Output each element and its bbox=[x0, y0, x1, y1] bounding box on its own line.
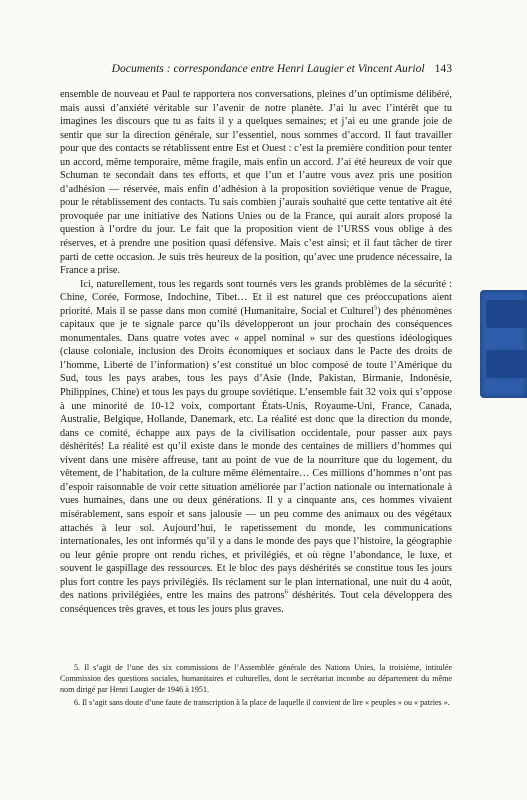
paragraph-text: ) des phénomènes capitaux que je te signale parce qu’ils développeront un jour prochain des conséquences monumentales. Dans quatre votes avec « appel nominal » sur des questions idéologiques (clause coloniale, inclusion des Droits économiques et sociaux dans le Pacte des droits de l’homme, Liberté de l’information) s’est constitué un bloc composé de toute l’Amérique du Sud, tous les pays arabes, tous les pays d’Asie (Inde, Pakistan, Birmanie, Indonésie, Philippines, Chine) et tous les pays du groupe soviétique. L’ensemble fait 32 voix qui s’oppose à une minorité de 10-12 voix, comportant États-Unis, Royaume-Uni, France, Canada, Australie, Belgique, Hollande, Danemark, etc. La réalité est donc que la direction du monde, dans ce comité, échappe aux pays de la civilisation occidentale, pour passer aux pays déshérités! La réalité est qu’il existe dans le monde des centaines de milliers d’hommes qui vivent dans une misère affreuse, tant au point de vue de la nourriture que du logement, du vêtement, de l’habitation, de la culture même élémentaire… Ces millions d’hommes n’ont pas d’espoir raisonnable de voir cette situation améliorée par l’action nationale ou internationale à vues humaines, dans une ou deux générations. Il y a cinquante ans, ces hommes vivaient misérablement, sans espoir et sans jalousie — un peu comme des animaux ou des végétaux attachés à leur sol. Aujourd’hui, le rapetissement du monde, les communications internationales, les ont informés qu’il y a dans le monde des pays que l’histoire, la géographie ou leur génie propre ont rendu riches, et privilégiés, et où règne l’abondance, le luxe, et souvent le gaspillage des ressources. Et le bloc des pays déshérités se constitue tous les jours plus fort contre les pays privilégiés. Ils réclament sur le plan international, une nuit du 4 août, des nations privilégiées, entre les mains des patrons bbox=[60, 305, 452, 602]
paragraph bbox=[60, 278, 452, 617]
footnote-reference: 5 bbox=[373, 304, 378, 312]
paragraph-text: déshérités. Tout cela développera des conséquences très graves, et tous les jours plus graves. bbox=[60, 590, 452, 615]
running-title: Documents : correspondance entre Henri Laugier et Vincent Auriol bbox=[111, 62, 425, 75]
footnote-reference: 6 bbox=[284, 588, 288, 596]
page-number: 143 bbox=[434, 62, 452, 75]
tab-ridge bbox=[486, 350, 527, 378]
paragraph-text: ensemble de nouveau et Paul te rapportera nos conversations, pleines d’un optimisme délibéré, mais aussi d’anxiété véritable sur l’avenir de notre planète. J’ai lu avec l’intérêt que tu imagines les discours que tu as faits il y a quelques semaines; et j’ai eu une grande joie de sentir que sur la direction générale, sur l’essentiel, nous sommes d’accord. Il faut travailler pour que des contacts se rétablissent entre Est et Ouest : c’est la première condition pour tenter un accord, même temporaire, même fragile, mais enfin un accord. J’ai été heureux de voir que Schuman te secondait dans tes efforts, et que l’un et l’autre vous avez pris une position d’adhésion — réservée, mais enfin d’adhésion à la proposition soviétique venue de Prague, pour le rétablissement des contacts. Tu sais combien j’aurais souhaité que cette tentative ait été provoquée par une initiative des Nations Unies ou de la France, qui aurait alors proposé la question à l’ordre du jour. Le fait que la proposition vient de l’URSS vous oblige à des réserves, et à prendre une position quasi défensive. Mais c’est ainsi; et il faut tâcher de tirer parti de cette occasion. Je suis très heureux de la position, qu’avec une prudence nécessaire, la France a prise. bbox=[60, 89, 452, 277]
footnote-5: 5. Il s’agit de l’une des six commissions de l’Assemblée générale des Nations Unies, la troisième, intitulée Commission des questions sociales, humanitaires et culturelles, dont le secrétariat incombe au département du même nom dirigé par Henri Laugier de 1946 à 1951. bbox=[60, 663, 452, 694]
running-header bbox=[60, 62, 452, 75]
tab-ridge bbox=[486, 300, 527, 328]
paragraph bbox=[60, 88, 452, 278]
paragraph-text: Ici, naturellement, tous les regards sont tournés vers les grands problèmes de la sécurité : Chine, Corée, Formose, Indochine, Tibet… Et il est naturel que ces préoccupations aient priorité. Mais il se passe dans mon comité (Humanitaire, Social et Culturel bbox=[60, 278, 452, 317]
letter-body bbox=[60, 88, 452, 616]
footnote-6: 6. Il s’agit sans doute d’une faute de transcription à la place de laquelle il convient de lire « peuples » ou « patries ». bbox=[74, 698, 450, 707]
footnotes bbox=[60, 662, 452, 710]
blue-index-tab bbox=[480, 290, 527, 398]
